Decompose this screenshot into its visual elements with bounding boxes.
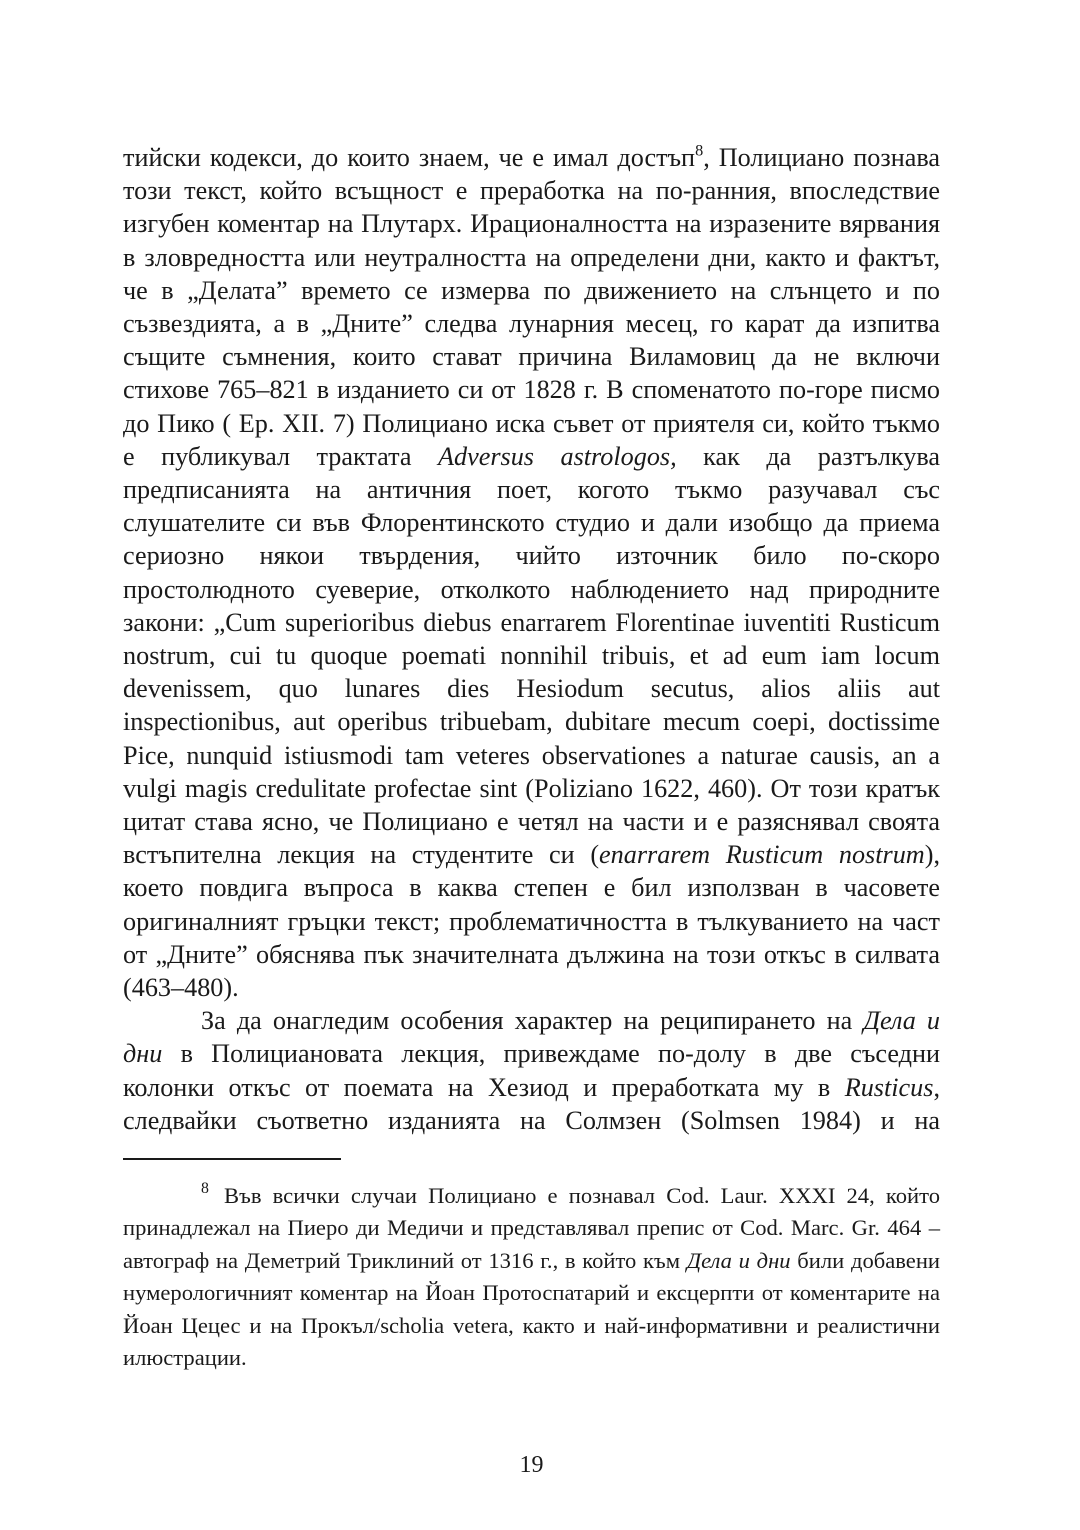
paragraph-text: как да разтълкува предписанията на античния поет, когото тъкмо разучавал със слушателите си във Флорентинското студио и дали изобщо да приема сериозно някои твърдения, чийто източник било по-скоро простолюдното суеверие, отколкото наблюдението над природните закони: „Cum superioribus diebus enarrarem Florentinae iuventiti Rusticum nostrum, cui tu quoque poemati nonnihil tribuis, et ad eum iam locum devenissem, quo lunares dies Hesiodum secutus, alios aliis aut inspectionibus, aut operibus tribuebam, dubitare mecum coepi, doctissime Pice, nunquid istiusmodi tam veteres observationes a naturae causis, an a vulgi magis credulitate profectae sint (Poliziano 1622, 460). От този кратък цитат става ясно, че Полициано е четял на части и е разяснявал своята встъпителна лекция на студентите си ( [123, 441, 940, 870]
document-page [123, 0, 940, 1530]
body-paragraph-1 [123, 141, 940, 1004]
paragraph-text: , следвайки съответно изданията на Солмзен (Solmsen 1984) и на [123, 1072, 940, 1135]
italic-title: Rusticus [844, 1072, 934, 1102]
italic-title: Adversus astrologos, [437, 441, 677, 471]
footnote-reference[interactable]: 8 [695, 141, 704, 160]
italic-title: Дела и дни [123, 1006, 940, 1069]
paragraph-text: За да онагледим особения характер на реципирането на [201, 1006, 864, 1036]
footnote-text: Във всички случаи Полициано е познавал Cod. Laur. XXXI 24, който принадлежал на Пиеро ди Медичи и представлявал препис от Cod. Marc. Gr. 464 – автограф на Деметрий Триклиний от 1316 г., в който към [123, 1183, 940, 1273]
italic-quote: enarrarem Rusticum nostrum [599, 840, 925, 870]
paragraph-text: в Полициановата лекция, привеждаме по-долу в две съседни колонки откъс от поемата на Хезиод и преработката му в [123, 1039, 940, 1102]
footnote-paragraph [123, 1180, 940, 1374]
page-number: 19 [519, 1452, 544, 1478]
footnote [123, 1180, 940, 1374]
footnote-text: били добавени нумерологичният коментар на Йоан Протоспатарий и ексцерпти от коментарите на Йоан Цецес и на Прокъл/scholia vetera, както и най-информативни и реалистични илюстрации. [123, 1247, 941, 1371]
main-text [123, 141, 940, 1137]
paragraph-text: , Полициано познава този текст, който всъщност е преработка на по-ранния, впоследствие изгубен коментар на Плутарх. Ирационалността на изразените вярвания в зловредността или неутралността на определени дни, както и фактът, че в „Делата” времето се измерва по движението на слънцето и по съзвездията, а в „Дните” следва лунарния месец, го карат да изпитва същите съмнения, които стават причина Виламовиц да не включи стихове 765–821 в изданието си от 1828 г. В споменатото по-горе писмо до Пико ( Ep. XII. 7) Полициано иска съвет от приятеля си, който тъкмо е публикувал трактата [123, 143, 940, 471]
footnote-number: 8 [201, 1179, 209, 1197]
paragraph-text: тийски кодекси, до които знаем, че е имал достъп [123, 143, 696, 172]
paragraph-text: ), което повдига въпроса в каква степен е бил използван в часовете оригиналният гръцки текст; проблематичността в тълкуванието на част от „Дните” обяснява пък значителната дължина на този откъс в силвата (463–480). [123, 840, 940, 1003]
body-paragraph-2 [123, 1004, 940, 1137]
footnote-separator [123, 1158, 341, 1160]
italic-title: Дела и дни [686, 1247, 791, 1273]
